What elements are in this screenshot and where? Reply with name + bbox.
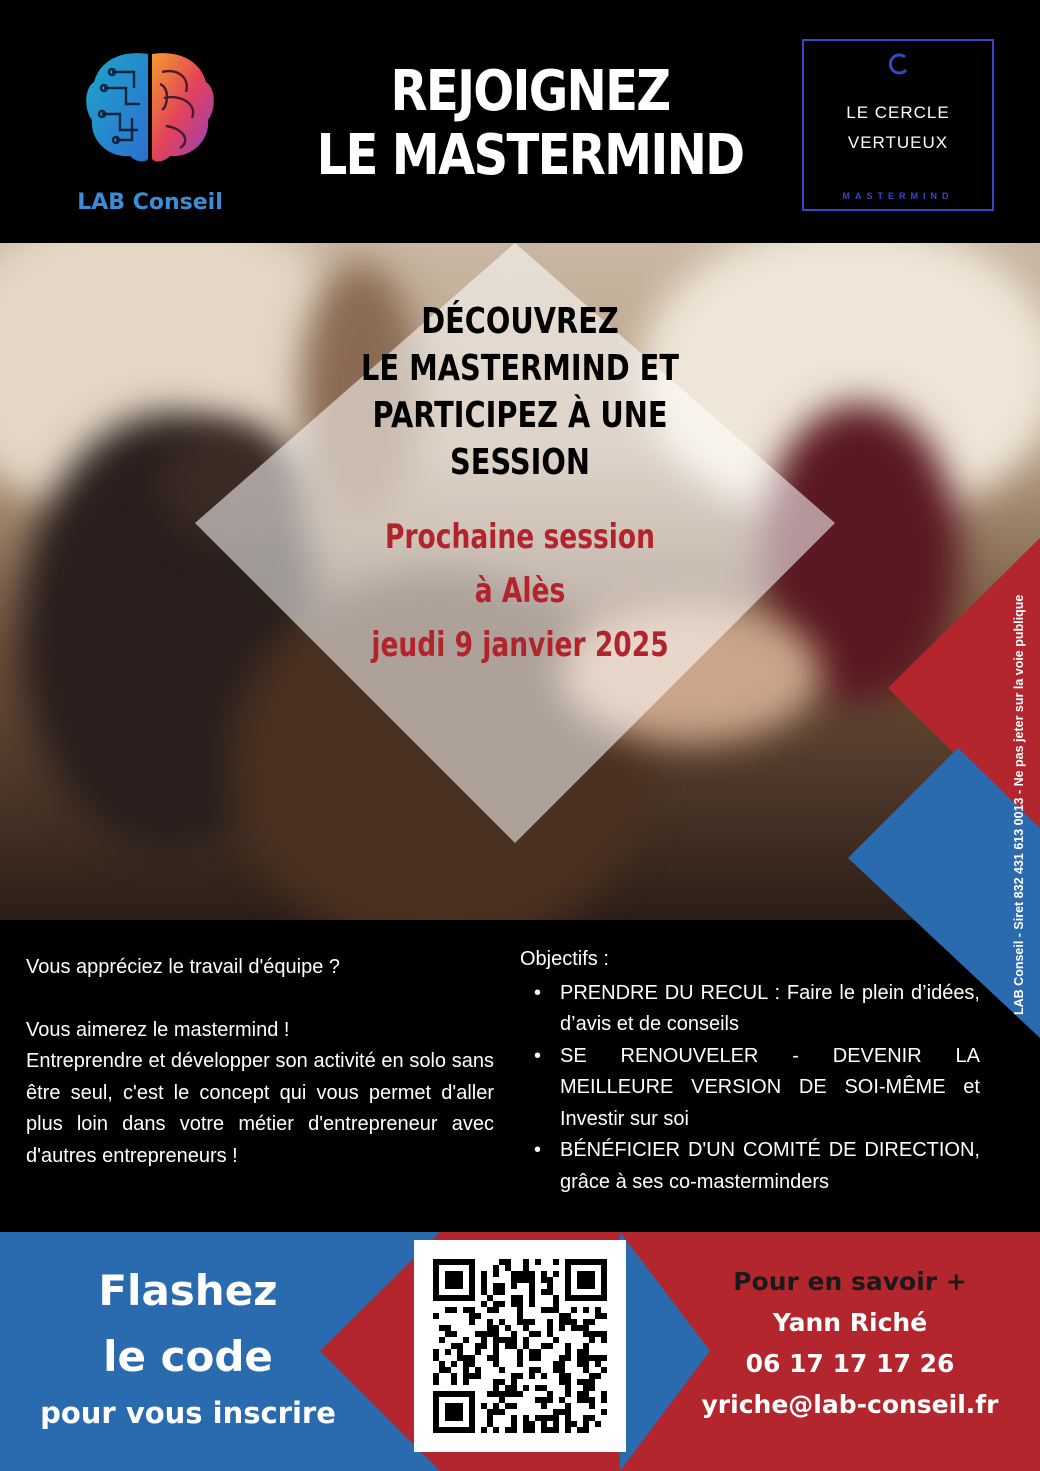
- intro-text: [26, 952, 494, 1172]
- objectives-list: [520, 978, 980, 1199]
- intro-question: Vous appréciez le travail d'équipe ?: [26, 956, 341, 978]
- contact-heading: Pour en savoir +: [733, 1267, 967, 1296]
- logo-text: LAB Conseil: [77, 190, 223, 215]
- legal-side-text: LAB Conseil - Siret 832 431 613 0013 - Ne pas jeter sur la voie publique: [1012, 594, 1026, 1015]
- objectives: [520, 944, 980, 1198]
- contact-phone[interactable]: 06 17 17 17 26: [745, 1349, 955, 1378]
- session-line-2: à Alès: [474, 571, 566, 611]
- contact-name: Yann Riché: [772, 1308, 928, 1337]
- session-date: jeudi 9 janvier 2025: [371, 625, 669, 665]
- flash-subheading: pour vous inscrire: [40, 1396, 336, 1430]
- circle-arc-icon: [886, 51, 912, 77]
- discover-heading: [360, 298, 680, 486]
- page-title: [315, 60, 745, 188]
- flash-heading-2: le code: [103, 1332, 273, 1381]
- qr-code-icon: [414, 1240, 626, 1452]
- title-line-2: LE MASTERMIND: [316, 123, 744, 188]
- next-session-info: [364, 510, 676, 672]
- cercle-line-1: LE CERCLE: [846, 103, 950, 122]
- cercle-line-2: VERTUEUX: [847, 133, 949, 152]
- intro-description: Entreprendre et développer son activité en solo sans être seul, c'est le concept qui vous permet d'aller plus loin dans votre métier d'entrepreneur avec d'autres entrepreneurs !: [26, 1050, 494, 1167]
- discover-line-1: DÉCOUVREZ: [421, 301, 619, 342]
- qr-code[interactable]: [414, 1240, 626, 1452]
- contact-email[interactable]: yriche@lab-conseil.fr: [701, 1390, 999, 1419]
- flash-heading-1: Flashez: [98, 1266, 278, 1315]
- cercle-subtitle: MASTERMIND: [842, 191, 954, 201]
- list-item: • PRENDRE DU RECUL : Faire le plein d’idées, d’avis et de conseils: [520, 978, 980, 1041]
- discover-line-3: PARTICIPEZ À UNE: [372, 395, 668, 436]
- discover-line-4: SESSION: [450, 442, 590, 483]
- session-line-1: Prochaine session: [385, 517, 655, 557]
- cercle-vertueux-logo: [802, 39, 994, 211]
- list-item: • BÉNÉFICIER D'UN COMITÉ DE DIRECTION, grâce à ses co-masterminders: [520, 1135, 980, 1198]
- footer: [0, 1232, 1040, 1471]
- title-line-1: REJOIGNEZ: [390, 59, 670, 124]
- header: [0, 0, 1040, 243]
- intro-statement: Vous aimerez le mastermind !: [26, 1018, 290, 1041]
- list-item: • SE RENOUVELER - DEVENIR LA MEILLEURE VERSION DE SOI-MÊME et Investir sur soi: [520, 1041, 980, 1136]
- discover-line-2: LE MASTERMIND ET: [361, 348, 679, 389]
- lab-conseil-logo: [70, 48, 230, 223]
- objectives-heading: Objectifs :: [520, 948, 609, 970]
- brain-logo-icon: [82, 48, 218, 168]
